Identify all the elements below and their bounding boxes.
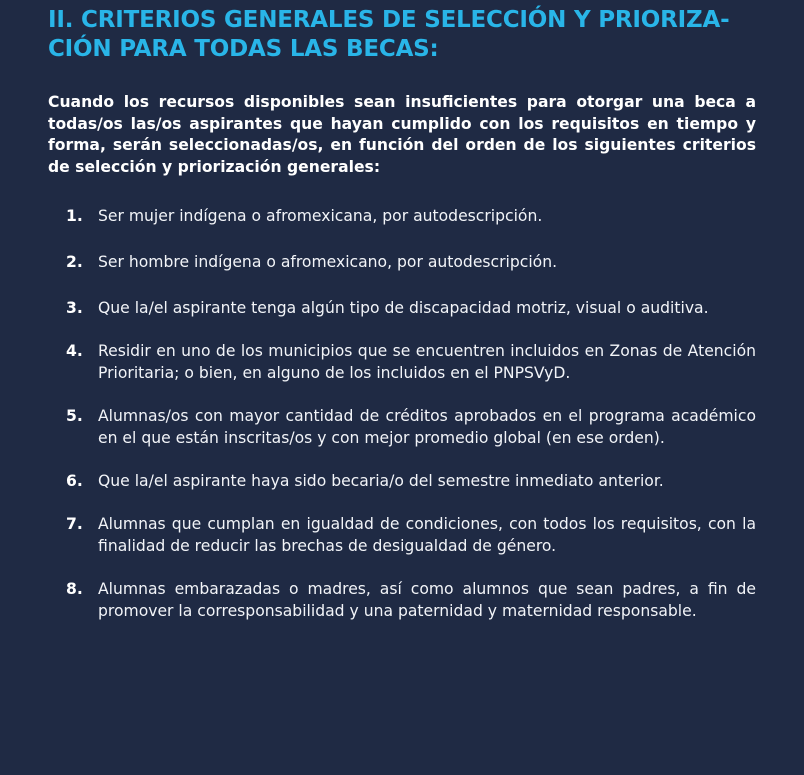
list-item	[66, 578, 756, 622]
list-item	[66, 205, 756, 227]
list-item	[66, 340, 756, 384]
list-item	[66, 251, 756, 273]
list-item	[66, 405, 756, 449]
list-item-number: 4.	[66, 342, 83, 360]
section-heading	[48, 6, 756, 64]
list-item-text: Ser hombre indígena o afromexicano, por autodescripción.	[98, 253, 558, 271]
list-item	[66, 470, 756, 492]
list-item-number: 7.	[66, 515, 83, 533]
list-item-text: Alumnas/os con mayor cantidad de créditos aprobados en el programa académico en el que están inscritas/os y con mejor promedio global (en ese orden).	[98, 407, 756, 447]
list-item-text: Ser mujer indígena o afromexicana, por autodescripción.	[98, 207, 543, 225]
section-heading-text: II. CRITERIOS GENERALES DE SELECCIÓN Y PRIORIZA- CIÓN PARA TODAS LAS BECAS:	[48, 7, 730, 62]
criteria-list	[48, 205, 756, 622]
list-item	[66, 297, 756, 319]
list-item-number: 2.	[66, 253, 83, 271]
list-item-text: Alumnas embarazadas o madres, así como alumnos que sean padres, a fin de promover la corresponsabilidad y una paternidad y maternidad responsable.	[98, 580, 756, 620]
list-item-number: 8.	[66, 580, 83, 598]
list-item-number: 3.	[66, 299, 83, 317]
list-item-text: Residir en uno de los municipios que se encuentren incluidos en Zonas de Atención Prioritaria; o bien, en alguno de los incluidos en el PNPSVyD.	[98, 342, 756, 382]
list-item-text: Alumnas que cumplan en igualdad de condiciones, con todos los requisitos, con la finalidad de reducir las brechas de desigualdad de género.	[98, 515, 756, 555]
list-item-text: Que la/el aspirante haya sido becaria/o del semestre inmediato anterior.	[98, 472, 664, 490]
intro-paragraph: Cuando los recursos disponibles sean insuficientes para otorgar una beca a todas/os las/os aspirantes que hayan cumplido con los requisitos en tiempo y forma, serán seleccionadas/os, en función del orden de los siguientes criterios de selección y priorización generales:	[48, 93, 756, 176]
list-item-text: Que la/el aspirante tenga algún tipo de discapacidad motriz, visual o auditiva.	[98, 299, 709, 317]
list-item-number: 1.	[66, 207, 83, 225]
list-item-number: 5.	[66, 407, 83, 425]
list-item-number: 6.	[66, 472, 83, 490]
list-item	[66, 513, 756, 557]
